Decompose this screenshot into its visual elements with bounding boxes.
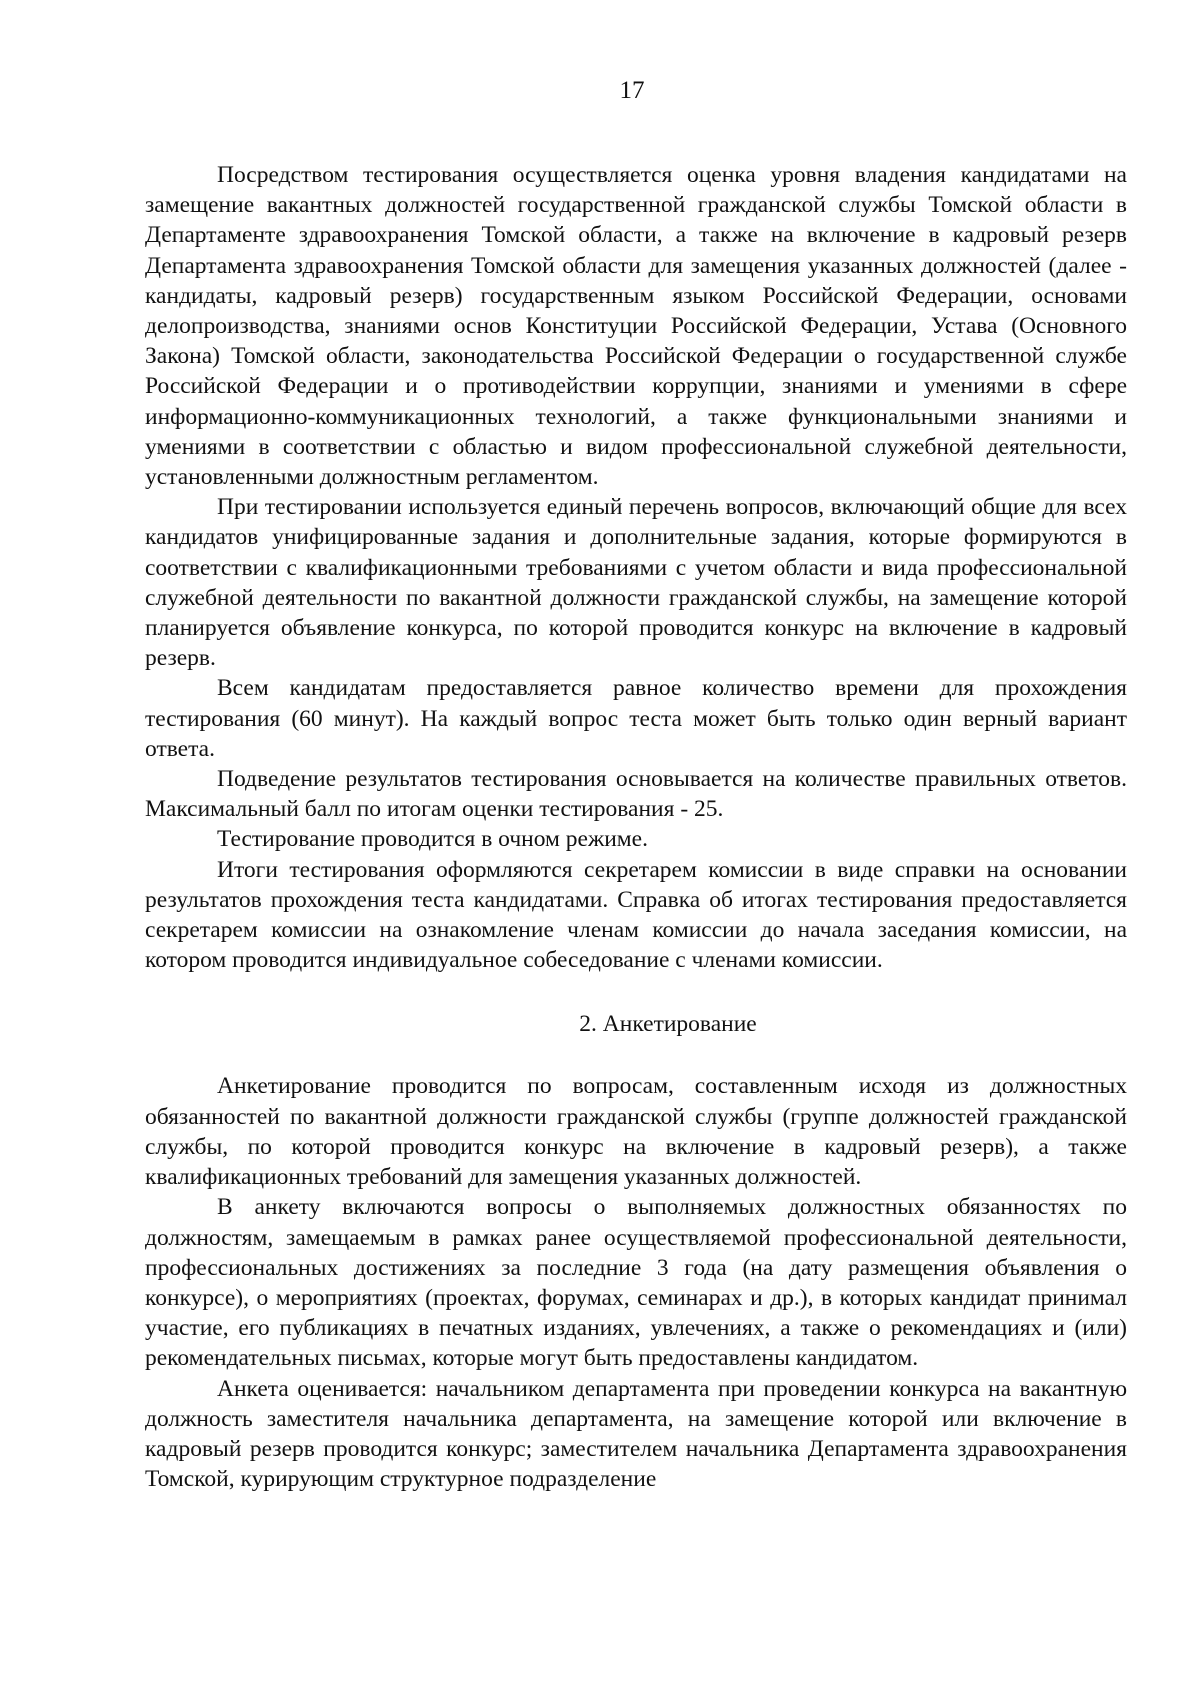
paragraph-testing-time: Всем кандидатам предоставляется равное количество времени для прохождения тестирования (60 минут). На каждый вопрос теста может быть только один верный вариант ответа.: [145, 675, 1127, 762]
page-number: 17: [619, 77, 645, 104]
paragraph-testing-summary: Итоги тестирования оформляются секретарем комиссии в виде справки на основании результатов прохождения теста кандидатами. Справка об итогах тестирования предоставляется секретарем комиссии на ознакомление членам комиссии до начала заседания комиссии, на котором проводится индивидуальное собеседование с членами комиссии.: [145, 856, 1127, 974]
paragraph-questionnaire-evaluation: Анкета оценивается: начальником департамента при проведении конкурса на вакантную должность заместителя начальника департамента, на замещение которой или включение в кадровый резерв проводится конкурс; заместителем начальника Департамента здравоохранения Томской, курирующим структурное подразделение: [145, 1375, 1127, 1493]
paragraph-testing-purpose: Посредством тестирования осуществляется оценка уровня владения кандидатами на замещение вакантных должностей государственной гражданской службы Томской области в Департаменте здравоохранения Томской области, а также на включение в кадровый резерв Департамента здравоохранения Томской области для замещения указанных должностей (далее - кандидаты, кадровый резерв) государственным языком Российской Федерации, основами делопроизводства, знаниями основ Конституции Российской Федерации, Устава (Основного Закона) Томской области, законодательства Российской Федерации о государственной службе Российской Федерации и о противодействии коррупции, знаниями и умениями в сфере информационно-коммуникационных технологий, а также функциональными знаниями и умениями в соответствии с областью и видом профессиональной служебной деятельности, установленными должностным регламентом.: [145, 162, 1127, 491]
paragraph-questionnaire-basis: Анкетирование проводится по вопросам, составленным исходя из должностных обязанностей по вакантной должности гражданской службы (группе должностей гражданской службы, по которой проводится конкурс на включение в кадровый резерв), а также квалификационных требований для замещения указанных должностей.: [145, 1073, 1127, 1191]
section-heading: 2. Анкетирование: [579, 1011, 757, 1038]
paragraph-testing-mode: Тестирование проводится в очном режиме.: [217, 826, 648, 853]
paragraph-testing-questions: При тестировании используется единый перечень вопросов, включающий общие для всех кандидатов унифицированные задания и дополнительные задания, которые формируются в соответствии с квалификационными требованиями с учетом области и вида профессиональной служебной деятельности по вакантной должности гражданской службы, на замещение которой планируется объявление конкурса, по которой проводится конкурс на включение в кадровый резерв.: [145, 494, 1127, 672]
document-body: [145, 160, 1127, 1494]
paragraph-questionnaire-content: В анкету включаются вопросы о выполняемых должностных обязанностях по должностям, замещаемым в рамках ранее осуществляемой профессиональной деятельности, профессиональных достижениях за последние 3 года (на дату размещения объявления о конкурсе), о мероприятиях (проектах, форумах, семинарах и др.), в которых кандидат принимал участие, его публикациях в печатных изданиях, увлечениях, а также о рекомендациях и (или) рекомендательных письмах, которые могут быть предоставлены кандидатом.: [145, 1194, 1127, 1372]
paragraph-testing-results: Подведение результатов тестирования основывается на количестве правильных ответов. Максимальный балл по итогам оценки тестирования - 25.: [145, 766, 1127, 823]
